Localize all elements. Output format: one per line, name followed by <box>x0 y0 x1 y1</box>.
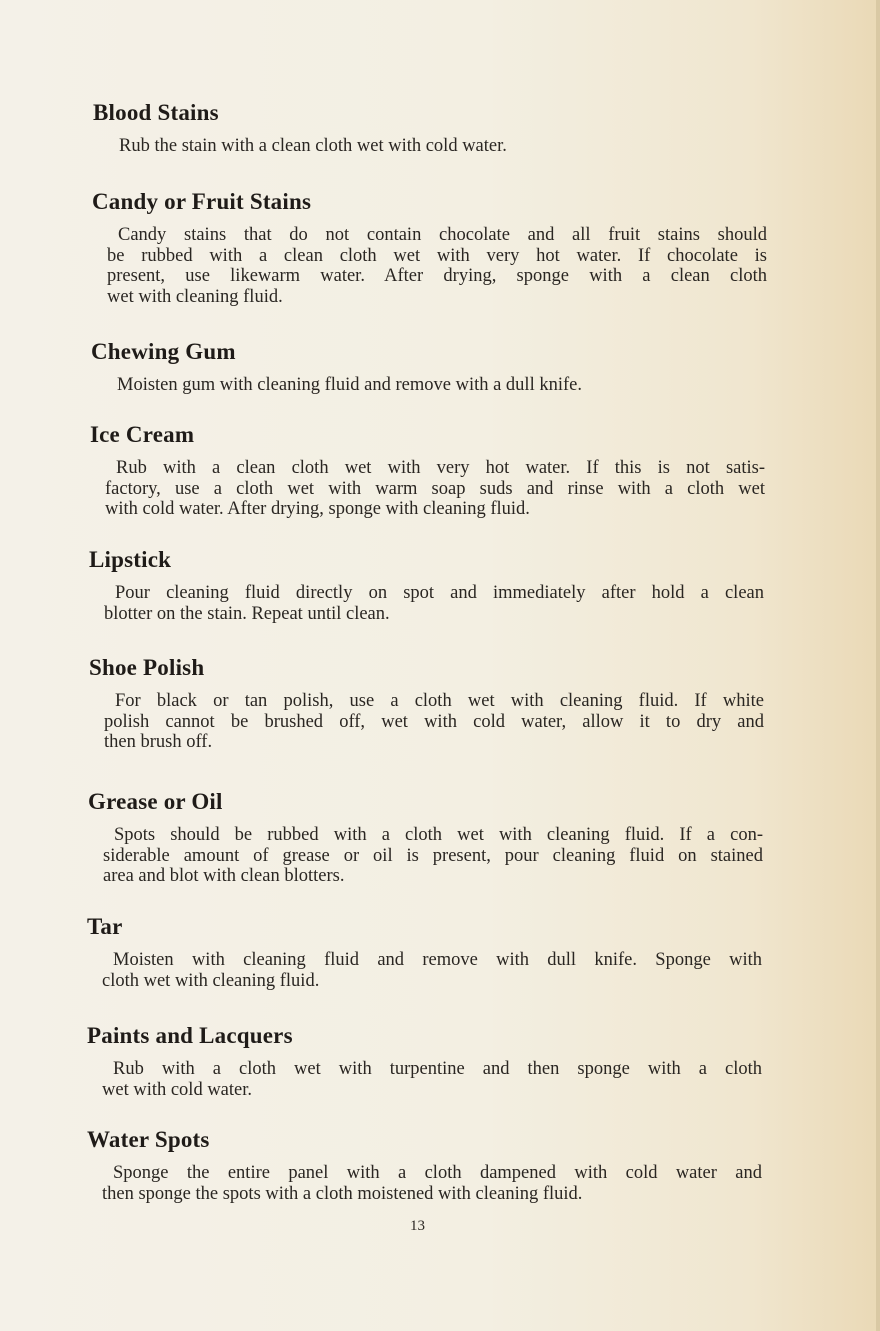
paragraph-line: Rub with a cloth wet with turpentine and then sponge with a cloth <box>113 1059 762 1079</box>
section-paragraph <box>104 583 764 624</box>
paragraph-line: be rubbed with a clean cloth wet with very hot water. If chocolate is <box>107 245 767 266</box>
section-chewing-gum <box>91 337 771 396</box>
section-paragraph <box>105 458 765 520</box>
section-heading: Tar <box>87 914 123 939</box>
section-paragraph <box>106 375 766 396</box>
section-ice-cream <box>90 420 770 520</box>
paragraph-line: wet with cleaning fluid. <box>107 286 283 307</box>
section-heading: Water Spots <box>87 1127 210 1152</box>
paragraph-line: Rub the stain with a clean cloth wet with cold water. <box>119 136 507 156</box>
section-heading: Lipstick <box>89 547 172 572</box>
section-paragraph <box>107 225 767 307</box>
paragraph-line: Spots should be rubbed with a cloth wet with cleaning fluid. If a con- <box>114 825 763 845</box>
section-heading: Blood Stains <box>93 100 219 125</box>
paragraph-line: blotter on the stain. Repeat until clean. <box>104 603 390 624</box>
section-paragraph <box>108 136 768 157</box>
paragraph-line: Pour cleaning fluid directly on spot and immediately after hold a clean <box>115 583 764 603</box>
paragraph-line: area and blot with clean blotters. <box>103 866 345 886</box>
paragraph-line: polish cannot be brushed off, wet with cold water, allow it to dry and <box>104 711 764 732</box>
section-grease-or-oil <box>88 787 768 887</box>
page-number: 13 <box>410 1218 425 1234</box>
section-blood-stains <box>93 98 773 157</box>
paragraph-line: wet with cold water. <box>102 1079 253 1100</box>
section-paragraph <box>102 1163 762 1204</box>
section-heading: Shoe Polish <box>89 655 205 680</box>
paragraph-line: siderable amount of grease or oil is present, pour cleaning fluid on stained <box>103 845 763 866</box>
paragraph-line: then sponge the spots with a cloth moistened with cleaning fluid. <box>102 1183 583 1204</box>
section-tar <box>87 912 767 991</box>
paragraph-line: present, use likewarm water. After drying, sponge with a clean cloth <box>107 266 767 286</box>
paragraph-line: cloth wet with cleaning fluid. <box>102 970 320 991</box>
section-heading: Candy or Fruit Stains <box>92 189 312 214</box>
section-water-spots <box>87 1125 767 1204</box>
section-paragraph <box>103 825 763 887</box>
section-paragraph <box>104 691 764 753</box>
paragraph-line: Moisten gum with cleaning fluid and remove with a dull knife. <box>117 375 582 395</box>
section-paints-and-lacquers <box>87 1021 767 1100</box>
paragraph-line: Rub with a clean cloth wet with very hot water. If this is not satis- <box>116 458 765 478</box>
section-heading: Grease or Oil <box>88 789 223 814</box>
section-paragraph <box>102 1059 762 1100</box>
section-heading: Chewing Gum <box>91 339 236 364</box>
paragraph-line: Moisten with cleaning fluid and remove with dull knife. Sponge with <box>113 950 762 970</box>
section-lipstick <box>89 545 769 624</box>
section-heading: Paints and Lacquers <box>87 1023 293 1048</box>
paragraph-line: Sponge the entire panel with a cloth dampened with cold water and <box>113 1163 762 1183</box>
section-candy-or-fruit-stains <box>92 187 772 307</box>
paragraph-line: For black or tan polish, use a cloth wet with cleaning fluid. If white <box>115 691 764 711</box>
paragraph-line: then brush off. <box>104 732 213 752</box>
section-heading: Ice Cream <box>90 422 195 447</box>
paragraph-line: with cold water. After drying, sponge with cleaning fluid. <box>105 499 530 519</box>
paragraph-line: factory, use a cloth wet with warm soap suds and rinse with a cloth wet <box>105 478 765 499</box>
section-paragraph <box>102 950 762 991</box>
section-shoe-polish <box>89 653 769 753</box>
page-edge <box>876 0 880 1331</box>
paragraph-line: Candy stains that do not contain chocolate and all fruit stains should <box>118 225 767 245</box>
